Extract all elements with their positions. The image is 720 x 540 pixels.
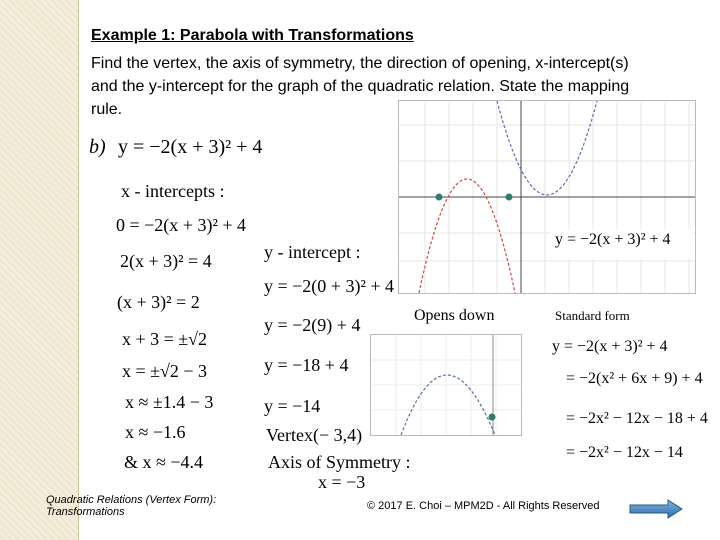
x-step-1: 0 = −2(x + 3)² + 4 bbox=[116, 215, 246, 235]
bottom-parabola bbox=[401, 375, 495, 435]
graph-bottom-svg bbox=[371, 335, 521, 435]
opens-down-label: Opens down bbox=[414, 307, 495, 324]
footer-course-label bbox=[46, 494, 216, 518]
next-slide-button[interactable] bbox=[628, 499, 684, 519]
x-intercepts-heading: x - intercepts : bbox=[121, 181, 225, 201]
decorative-side-band bbox=[0, 0, 78, 540]
equation-part-label: b) bbox=[89, 136, 106, 158]
right-arrow-icon bbox=[628, 499, 684, 519]
x-intercept-right-dot bbox=[506, 194, 513, 201]
side-divider bbox=[78, 0, 79, 540]
standard-form-line-1: y = −2(x + 3)² + 4 bbox=[552, 338, 668, 355]
red-parabola bbox=[419, 179, 515, 293]
footer-copyright: © 2017 E. Choi – MPM2D - All Rights Reserved bbox=[367, 500, 600, 512]
x-step-7: x ≈ −1.6 bbox=[125, 422, 186, 442]
y-intercept-dot bbox=[489, 414, 496, 421]
graph-top bbox=[398, 100, 696, 294]
given-equation: y = −2(x + 3)² + 4 bbox=[118, 136, 263, 158]
standard-form-line-2: = −2(x² + 6x + 9) + 4 bbox=[566, 370, 703, 387]
footer-left-line-2: Transformations bbox=[46, 506, 125, 518]
standard-form-heading: Standard form bbox=[555, 308, 630, 323]
x-step-3: (x + 3)² = 2 bbox=[117, 292, 200, 312]
y-step-1: y = −2(0 + 3)² + 4 bbox=[264, 276, 394, 296]
x-step-6: x ≈ ±1.4 − 3 bbox=[125, 392, 214, 412]
axis-of-symmetry-equation: x = −3 bbox=[318, 472, 366, 492]
y-step-3: y = −18 + 4 bbox=[264, 355, 349, 375]
graph-top-svg bbox=[399, 101, 695, 293]
standard-form-line-3: = −2x² − 12x − 18 + 4 bbox=[566, 410, 708, 427]
x-step-8: & x ≈ −4.4 bbox=[124, 452, 204, 472]
graph-bottom bbox=[370, 334, 522, 436]
standard-form-line-4: = −2x² − 12x − 14 bbox=[566, 444, 683, 461]
y-intercept-heading: y - intercept : bbox=[264, 242, 361, 262]
graph-equation-label: y = −2(x + 3)² + 4 bbox=[555, 231, 671, 248]
blue-parabola bbox=[497, 101, 597, 195]
axis-of-symmetry-heading: Axis of Symmetry : bbox=[268, 452, 411, 472]
x-step-5: x = ±√2 − 3 bbox=[122, 361, 208, 381]
y-step-2: y = −2(9) + 4 bbox=[264, 315, 361, 335]
x-intercept-left-dot bbox=[436, 194, 443, 201]
x-step-2: 2(x + 3)² = 4 bbox=[120, 251, 212, 271]
slide-title: Example 1: Parabola with Transformations bbox=[91, 27, 414, 44]
footer-left-line-1: Quadratic Relations (Vertex Form): bbox=[46, 494, 217, 506]
x-step-4: x + 3 = ±√2 bbox=[122, 329, 208, 349]
slide-instructions: Find the vertex, the axis of symmetry, the direction of opening, x-intercept(s) and the y-intercept for the graph of the quadratic relation. State the mapping rule. bbox=[91, 55, 630, 118]
y-step-4: y = −14 bbox=[264, 396, 321, 416]
vertex-label: Vertex(− 3,4) bbox=[266, 425, 363, 445]
